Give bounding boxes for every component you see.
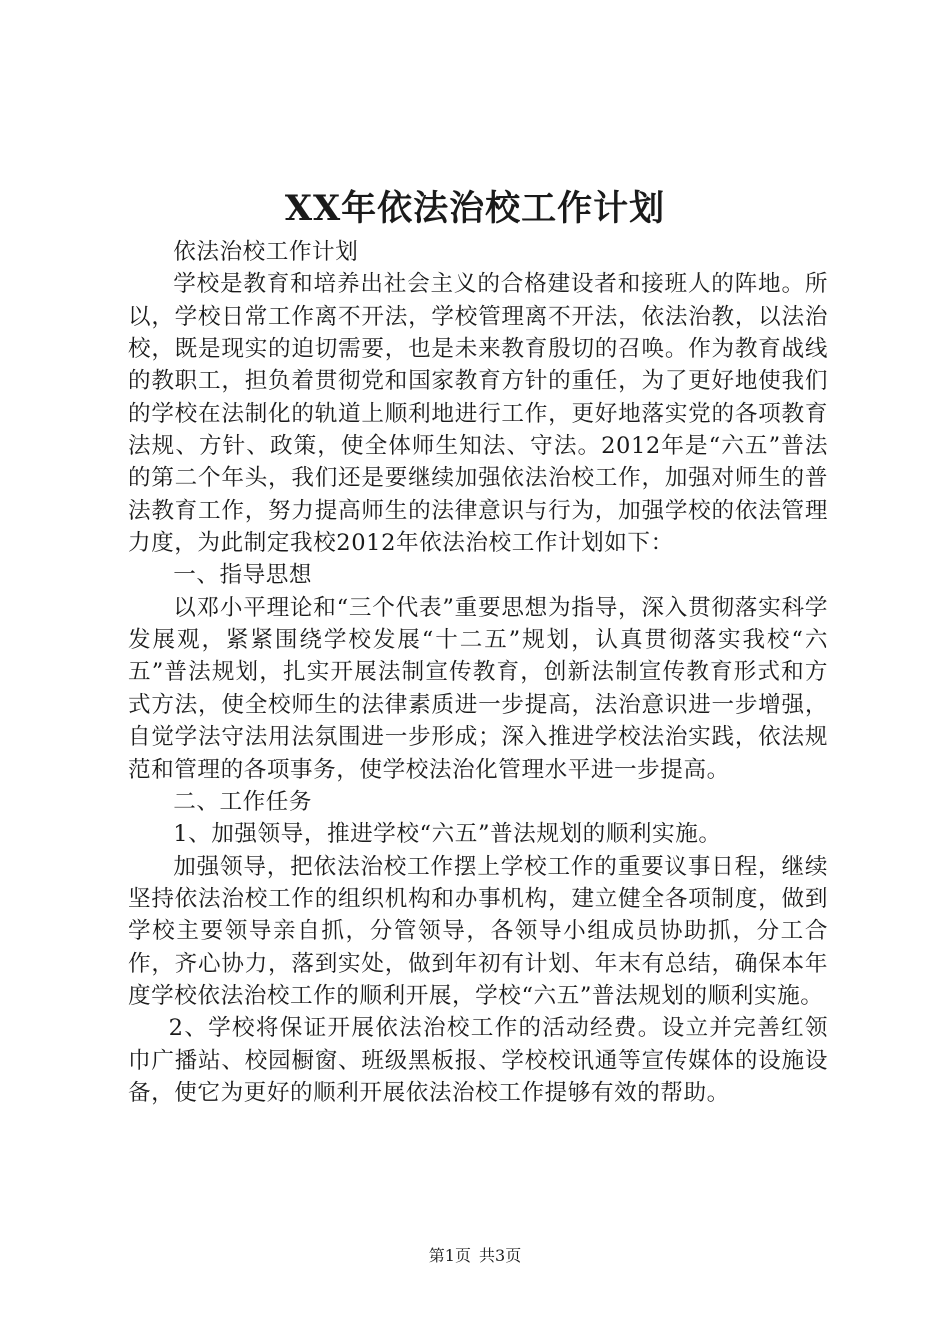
section-heading-work-tasks: 二、工作任务 — [173, 788, 313, 815]
intro-paragraph: 学校是教育和培养出社会主义的合格建设者和接班人的阵地。所以，学校日常工作离不开法，学校管理离不开法，依法治教，以法治校，既是现实的迫切需要，也是未来教育殷切的召唤。作为教育战线的教职工，担负着贯彻党和国家教育方针的重任，为了更好地使我们的学校在法制化的轨道上顺利地进行工作，更好地落实党的各项教育法规、方针、政策，使全体师生知法、守法。2012年是“六五”普法的第二个年头，我们还是要继续加强依法治校工作，加强对师生的普法教育工作，努力提高师生的法律意识与行为，加强学校的依法管理力度，为此制定我校2012年依法治校工作计划如下： — [128, 271, 828, 557]
document-body — [128, 236, 828, 1109]
task-1-paragraph: 加强领导，把依法治校工作摆上学校工作的重要议事日程，继续坚持依法治校工作的组织机构和办事机构，建立健全各项制度，做到学校主要领导亲自抓，分管领导，各领导小组成员协助抓，分工合作，齐心协力，落到实处，做到年初有计划、年末有总结，确保本年度学校依法治校工作的顺利开展，学校“六五”普法规划的顺利实施。 — [128, 853, 828, 1009]
page-footer: 第1页 共3页 — [428, 1246, 522, 1265]
task-2-paragraph: 2、学校将保证开展依法治校工作的活动经费。设立并完善红领巾广播站、校园橱窗、班级黑板报、学校校讯通等宣传媒体的设施设备，使它为更好的顺利开展依法治校工作提够有效的帮助。 — [128, 1015, 828, 1106]
section-heading-guiding-ideology: 一、指导思想 — [173, 562, 313, 589]
task-1-heading: 1、加强领导，推进学校“六五”普法规划的顺利实施。 — [173, 821, 722, 848]
guiding-ideology-paragraph: 以邓小平理论和“三个代表”重要思想为指导，深入贯彻落实科学发展观，紧紧围绕学校发展“十二五”规划，认真贯彻落实我校“六五”普法规划，扎实开展法制宣传教育，创新法制宣传教育形式和方式方法，使全校师生的法律素质进一步提高，法治意识进一步增强，自觉学法守法用法氛围进一步形成；深入推进学校法治实践，依法规范和管理的各项事务，使学校法治化管理水平进一步提高。 — [128, 594, 828, 783]
subtitle-paragraph: 依法治校工作计划 — [173, 239, 359, 265]
document-title: XX年依法治校工作计划 — [284, 188, 666, 229]
